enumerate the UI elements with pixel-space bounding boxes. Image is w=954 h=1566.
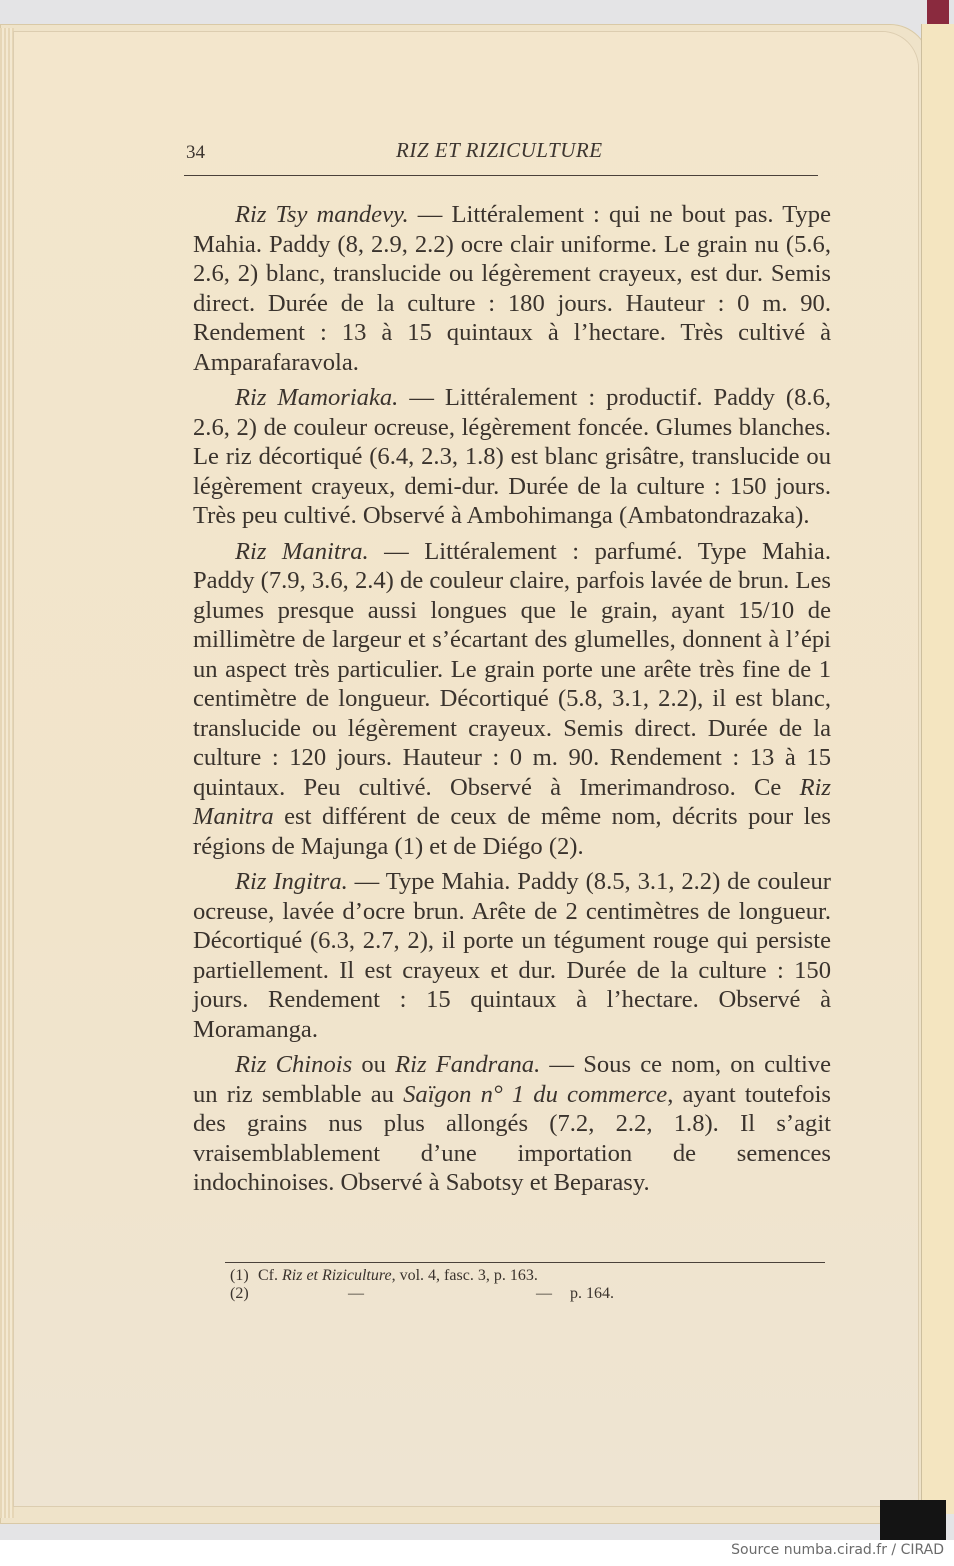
variety-name: Riz Ingitra.	[235, 868, 348, 895]
footnote-mark: (1)	[230, 1267, 249, 1284]
entry-riz-ingitra	[193, 867, 831, 1044]
entry-description: — Type Mahia. Paddy (8.5, 3.1, 2.2) de couleur ocreuse, lavée d’ocre brun. Arête de 2 centimètres de longueur. Décortiqué (6.3, 2.7, 2), il porte un tégument rouge qui persiste partiellement. Il est crayeux et dur. Durée de la culture : 150 jours. Rendement : 15 quintaux à l’hectare. Observé à Moramanga.	[193, 868, 831, 1043]
footnote-rest: , vol. 4, fasc. 3, p. 163.	[391, 1267, 538, 1284]
variety-reference: Saïgon n° 1 du commerce	[403, 1080, 668, 1108]
footnote-page: p. 164.	[570, 1285, 614, 1302]
facing-page-edge	[921, 24, 954, 1514]
footnotes	[230, 1267, 650, 1303]
variety-name-alt: Riz Fandrana.	[395, 1051, 541, 1078]
running-title: RIZ ET RIZICULTURE	[396, 138, 603, 162]
bookmark-ribbon	[927, 0, 949, 26]
entry-description-cont: , ayant toutefois des grains nus plus allongés (7.2, 2.2, 1.8). Il s’agit vraisemblablement d’une importation de semences indochinoises. Observé à Sabotsy et Beparasy.	[193, 1080, 831, 1196]
ditto-mark: —	[348, 1285, 364, 1302]
variety-name: Riz Tsy mandevy.	[235, 201, 409, 228]
footnote-text	[258, 1267, 538, 1285]
footnote-mark: (2)	[230, 1285, 249, 1302]
footnote-1	[230, 1267, 650, 1285]
variety-name: Riz Manitra.	[235, 537, 369, 565]
entry-description: — Sous ce nom, on cultive un riz semblable au	[193, 1051, 831, 1108]
variety-name: Riz Chinois	[235, 1051, 353, 1078]
name-connector: ou	[352, 1051, 396, 1078]
running-head	[186, 138, 826, 168]
page-number: 34	[186, 142, 205, 163]
header-rule	[184, 175, 818, 176]
entry-riz-chinois	[193, 1050, 831, 1198]
source-credit: Source numba.cirad.fr / CIRAD	[731, 1542, 944, 1558]
footnote-rule	[225, 1262, 825, 1263]
ditto-mark: —	[536, 1285, 552, 1302]
entry-description: — Littéralement : parfumé. Type Mahia. Paddy (7.9, 3.6, 2.4) de couleur claire, parfois lavée de brun. Les glumes presque aussi longues que le grain, ayant 15/10 de millimètre de largeur et s’écartant des glumelles, donnent à l’épi un aspect très particulier. Le grain porte une arête très fine de 1 centimètre de longueur. Décortiqué (5.8, 3.1, 2.2), il est blanc, translucide ou légèrement crayeux. Semis direct. Durée de la culture : 120 jours. Hauteur : 0 m. 90. Rendement : 13 à 15 quintaux. Peu cultivé. Observé à Imerimandroso. Ce	[193, 537, 831, 801]
entry-description: — Littéralement : qui ne bout pas. Type Mahia. Paddy (8, 2.9, 2.2) ocre clair uniforme. Le grain nu (5.6, 2.6, 2) blanc, translucide ou légèrement crayeux, est dur. Semis direct. Durée de la culture : 180 jours. Hauteur : 0 m. 90. Rendement : 13 à 15 quintaux à l’hectare. Très cultivé à Amparafaravola.	[193, 201, 832, 376]
footnote-2	[230, 1285, 650, 1303]
footnote-title: Riz et Riziculture	[282, 1267, 392, 1284]
entry-riz-manitra	[193, 537, 831, 862]
entry-riz-mamoriaka	[193, 383, 831, 531]
variety-name: Riz Mamoriaka.	[235, 384, 399, 411]
variety-reference: Riz Manitra	[193, 773, 831, 830]
entry-description-cont: est différent de ceux de même nom, décrits pour les régions de Majunga (1) et de Diégo (2).	[193, 803, 831, 860]
entry-riz-tsy-mandevy	[193, 200, 831, 377]
entry-description: — Littéralement : productif. Paddy (8.6, 2.6, 2) de couleur ocreuse, légèrement foncée. Glumes blanches. Le riz décortiqué (6.4, 2.3, 1.8) est blanc grisâtre, translucide ou légèrement crayeux, demi-dur. Durée de la culture : 150 jours. Très peu cultivé. Observé à Ambohimanga (Ambatondrazaka).	[193, 384, 831, 529]
black-clip	[880, 1500, 946, 1540]
footnote-prefix: Cf.	[258, 1267, 282, 1284]
body-text	[193, 200, 831, 1204]
